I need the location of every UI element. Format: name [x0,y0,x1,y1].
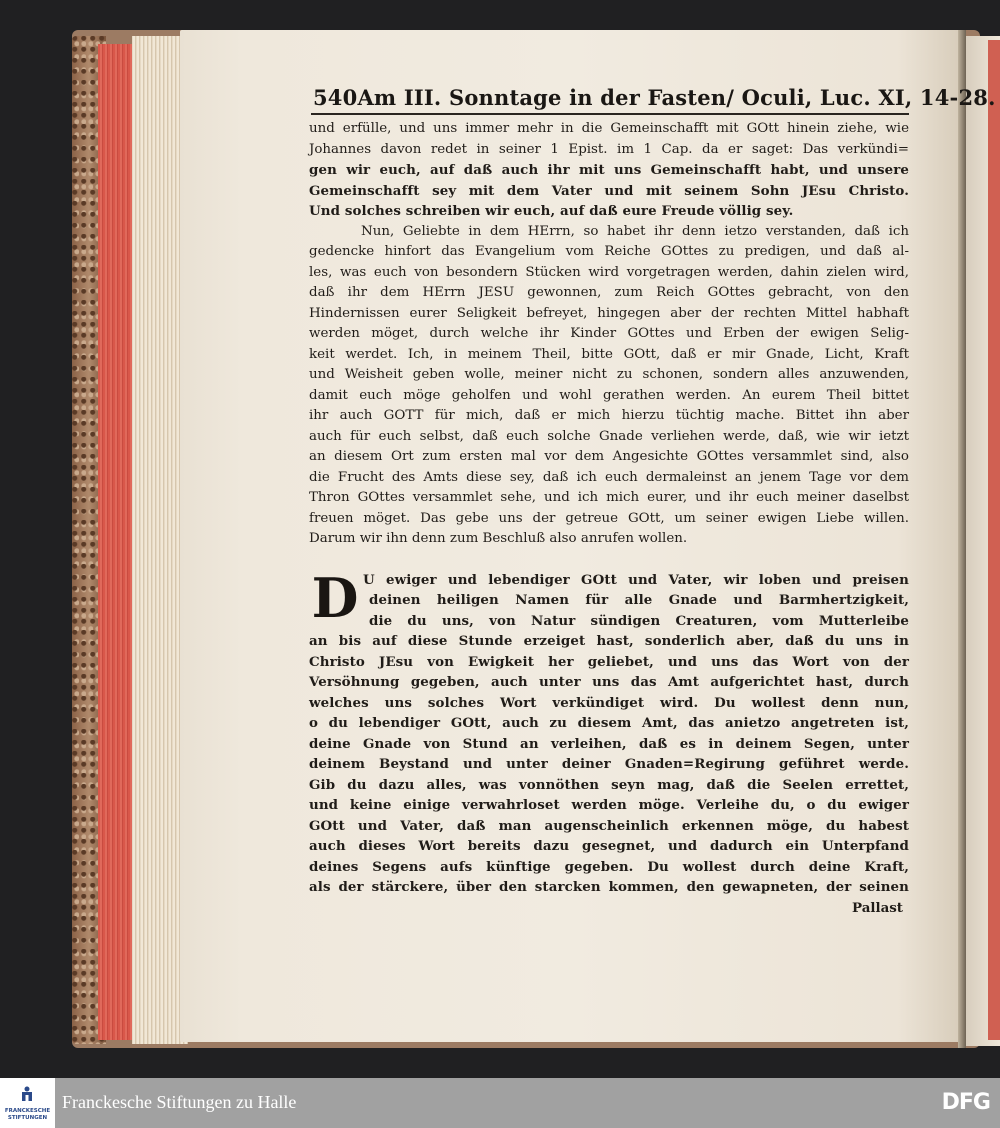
catchword: Pallast [852,899,903,916]
text-line: Thron GOttes versammlet sehe, und ich mich eurer, und ihr euch meiner daselbst [309,490,909,505]
facing-red-edge [988,40,1000,1040]
text-line: Und solches schreiben wir euch, auf daß eure Freude völlig sey. [309,203,794,219]
text-line: welches uns solches Wort verkündiget wird. Du wollest denn nun, [309,694,909,711]
text-line: die Frucht des Amts diese sey, daß ich euch dermaleinst an jenem Tage vor dem [309,469,909,485]
text-line: auch dieses Wort bereits dazu gesegnet, und dadurch ein Unterpfand [309,838,909,854]
text-line: auch für euch selbst, daß euch solche Gnade verliehen werde, daß, wie wir ietzt [309,428,909,444]
institution-name: Franckesche Stiftungen zu Halle [62,1092,297,1112]
text-line: GOtt und Vater, daß man augenscheinlich erkennen möge, du habest [309,817,909,834]
text-line: und keine einige verwahrloset werden möge. Verleihe du, o du ewiger [309,797,909,813]
text-line: freuen möget. Das gebe uns der getreue GOtt, um seiner ewigen Liebe willen. [309,510,909,526]
franckesche-logo[interactable] [0,1078,55,1128]
header-rule [311,113,909,115]
dfg-logo[interactable]: DFG [941,1090,990,1115]
text-line: Versöhnung gegeben, auch unter uns das Amt aufgerichtet hast, durch [309,674,909,690]
text-line: Nun, Geliebte in dem HErrn, so habet ihr denn ietzo verstanden, daß ich [361,223,909,239]
text-line: daß ihr dem HErrn JESU gewonnen, zum Reich GOttes gebracht, von den [309,285,909,300]
logo-text: FRANCKESCHE STIFTUNGEN [4,1108,51,1121]
paragraph-1 [309,119,909,222]
text-line: damit euch möge geholfen und wohl gerathen werden. An eurem Theil bittet [309,387,909,403]
text-line: werden möget, durch welche ihr Kinder GOttes und Erben der ewigen Selig- [309,326,909,341]
text-line: deinem Beystand und unter deiner Gnaden=Regirung geführet werde. [309,756,909,772]
text-line: als der stärckere, über den starcken kommen, den gewapneten, der seinen [309,879,909,895]
text-line: an bis auf diese Stunde erzeiget hast, sonderlich aber, daß du uns in [309,633,909,649]
text-line: Johannes davon redet in seiner 1 Epist. im 1 Cap. da er saget: Das verkündi= [309,141,909,157]
text-line: o du lebendiger GOtt, auch zu diesem Amt, das anietzo angetreten ist, [309,715,909,731]
text-line: U ewiger und lebendiger GOtt und Vater, wir loben und preisen [363,571,909,588]
text-line: ihr auch GOTT für mich, daß er mich hierzu tüchtig mache. Bittet ihn aber [309,408,909,423]
text-line: les, was euch von besondern Stücken wird vorgetragen werden, dahin zielen wird, [309,264,909,280]
foundation-emblem-icon [20,1086,34,1102]
text-line: Gemeinschafft sey mit dem Vater und mit seinem Sohn JEsu Christo. [309,182,909,199]
text-line: deine Gnade von Stund an verleihen, daß es in deinem Segen, unter [309,735,909,752]
running-header [313,85,996,110]
text-line: deinen heiligen Namen für alle Gnade und Barmhertzigkeit, [369,592,909,608]
gutter [958,30,966,1048]
text-line: Gib du dazu alles, was vonnöthen seyn mag, daß die Seelen errettet, [309,776,909,793]
page-text [309,85,996,918]
text-line: an diesem Ort zum ersten mal vor dem Angesichte GOttes versammlet sind, also [309,449,909,464]
text-line: die du uns, von Natur sündigen Creaturen, vom Mutterleibe [369,612,909,629]
text-line: und erfülle, und uns immer mehr in die Gemeinschafft mit GOtt hinein ziehe, wie [309,121,909,136]
text-line: gen wir euch, auf daß auch ihr mit uns Gemeinschafft habt, und unsere [309,162,909,178]
text-line: keit werdet. Ich, in meinem Theil, bitte GOtt, daß er mir Gnade, Licht, Kraft [309,346,909,362]
text-line: und Weisheit geben wolle, meiner nicht zu schonen, sondern alles anzuwenden, [309,367,909,382]
running-title: Am III. Sonntage in der Fasten/ Oculi, Luc. XI, 14-28. [357,85,996,110]
text-line: deines Segens aufs künftige gegeben. Du wollest durch deine Kraft, [309,858,909,875]
viewer-footer [0,1078,1000,1128]
text-line: Darum wir ihn denn zum Beschluß also anrufen wollen. [309,531,688,546]
decorated-initial: D [311,565,359,630]
red-page-edge [98,44,132,1040]
text-line: Christo JEsu von Ewigkeit her geliebet, und uns das Wort von der [309,653,909,670]
text-line: Hindernissen eurer Seligkeit befreyet, hingegen aber der rechten Mittel habhaft [309,305,909,321]
text-line: gedencke hinfort das Evangelium vom Reiche GOttes zu predigen, und daß al- [309,244,909,259]
prayer-paragraph [309,565,909,919]
page-number: 540 [313,85,358,110]
paragraph-2 [309,222,909,550]
